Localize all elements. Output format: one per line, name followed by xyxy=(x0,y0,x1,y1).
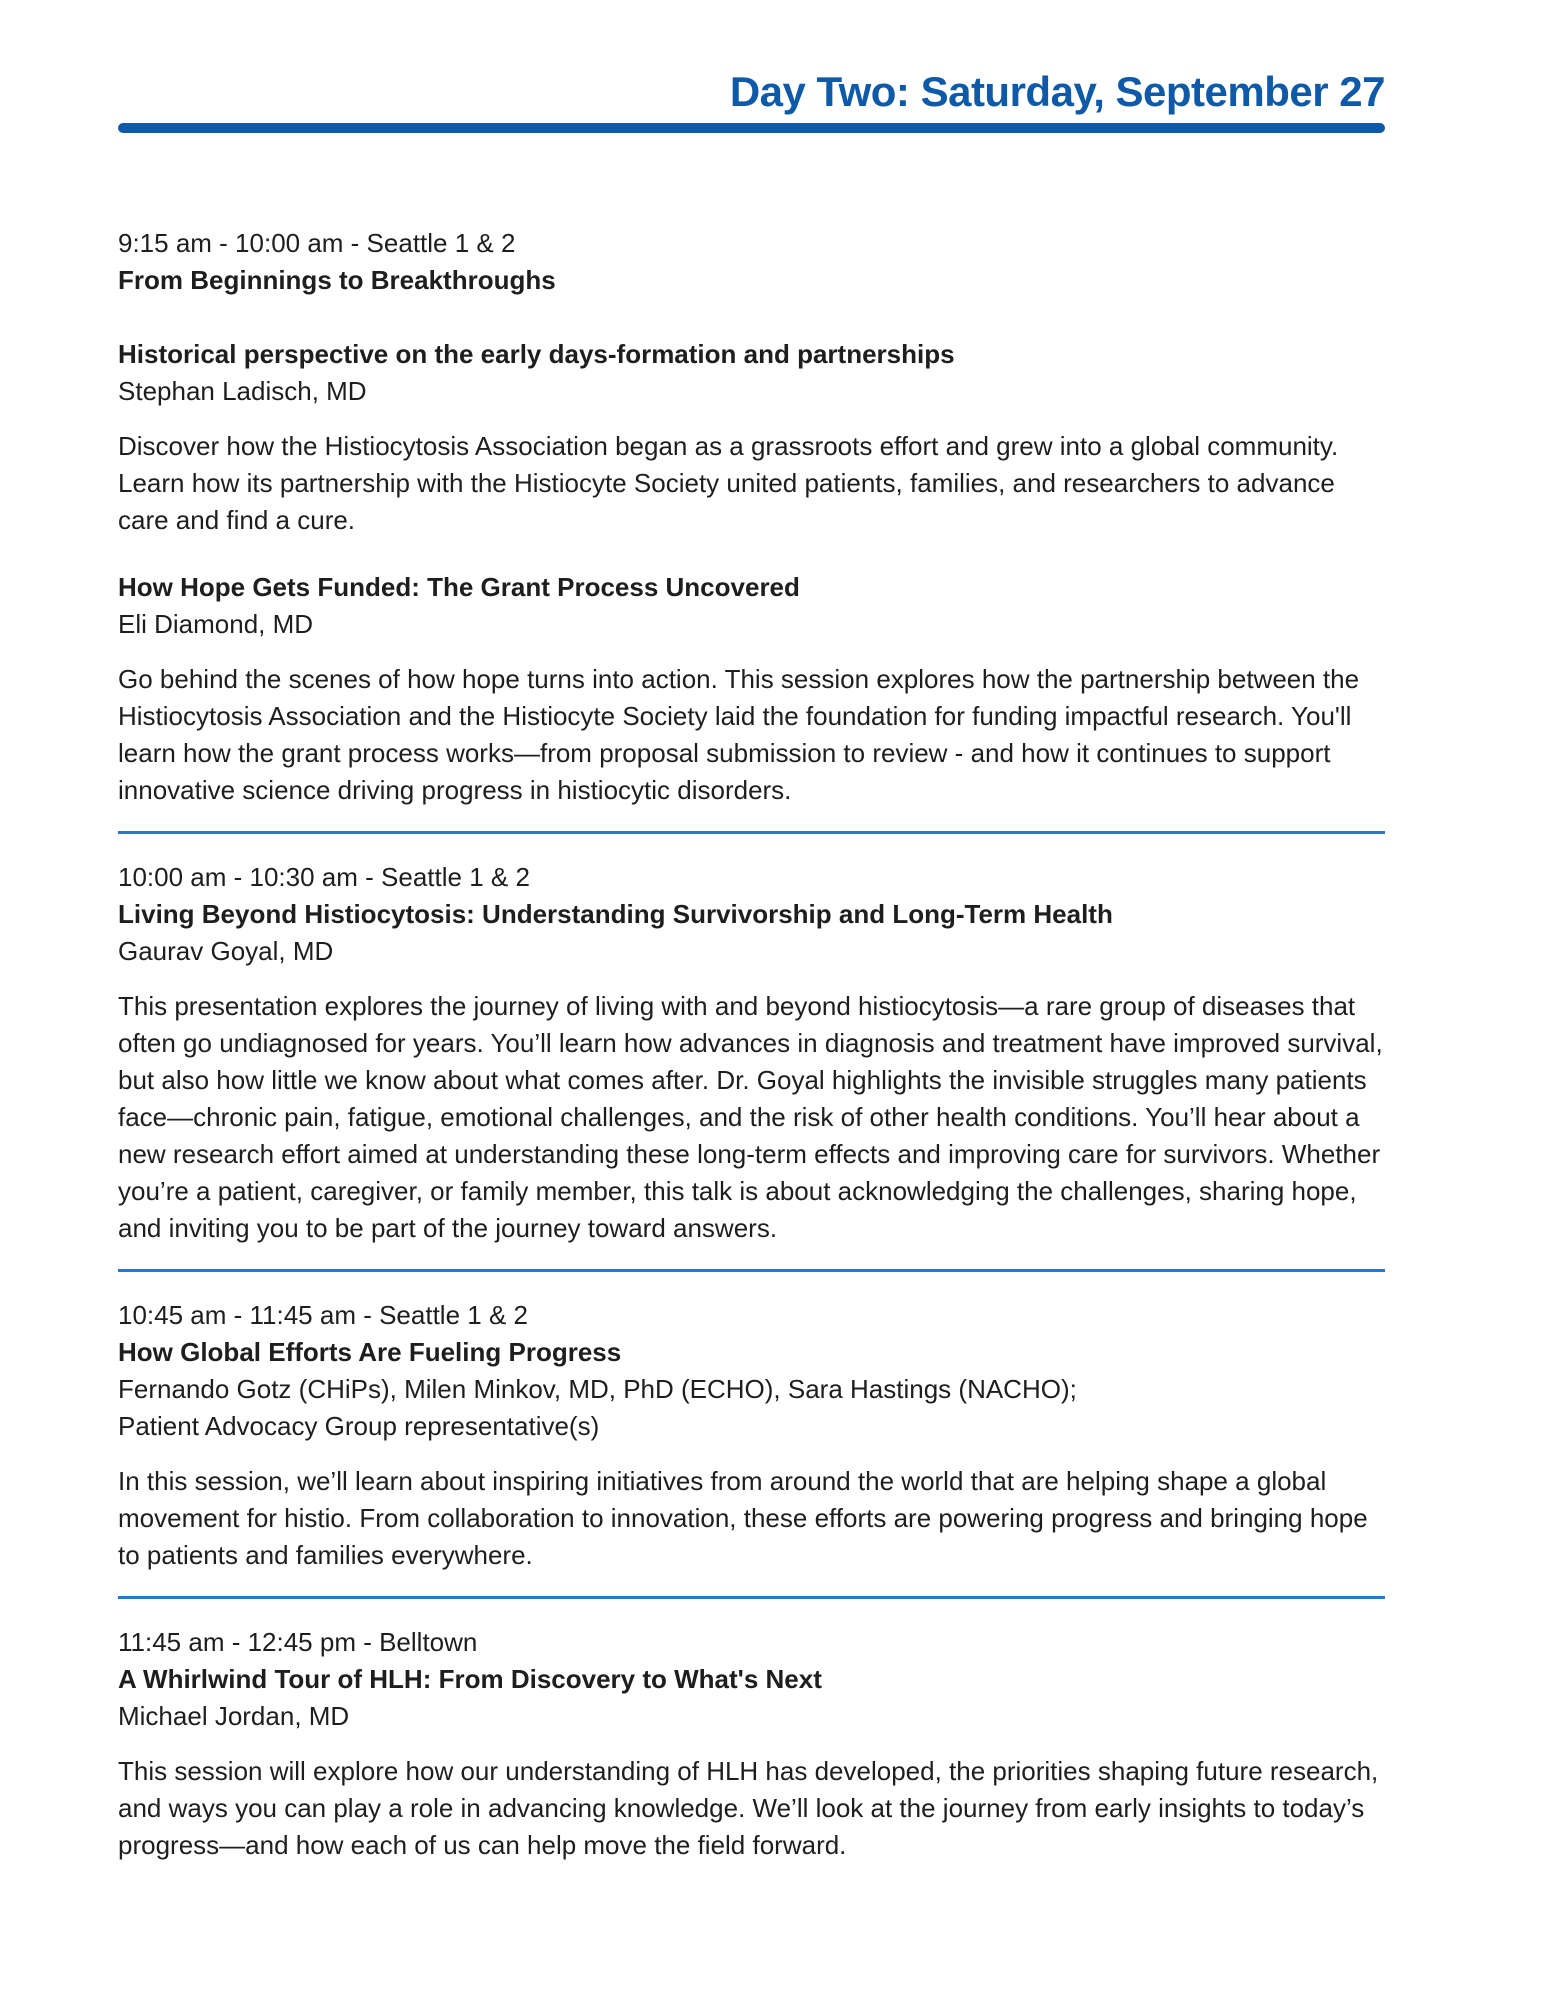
talk-speaker: Fernando Gotz (CHiPs), Milen Minkov, MD, PhD (ECHO), Sara Hastings (NACHO); xyxy=(118,1374,1077,1405)
session-time-location: 11:45 am - 12:45 pm - Belltown xyxy=(118,1627,478,1658)
title-rule xyxy=(118,123,1385,133)
talk-description: Go behind the scenes of how hope turns into action. This session explores how the partnership between the Histiocytosis Association and the Histiocyte Society laid the foundation for funding impactful research. You'll learn how the grant process works—from proposal submission to review - and how it continues to support innovative science driving progress in histiocytic disorders. xyxy=(118,664,1360,806)
talk-title: How Global Efforts Are Fueling Progress xyxy=(118,1337,622,1368)
talk-title: A Whirlwind Tour of HLH: From Discovery to What's Next xyxy=(118,1664,822,1695)
talk-block xyxy=(118,1334,1385,1574)
section-divider xyxy=(118,1596,1385,1599)
talk-speaker: Gaurav Goyal, MD xyxy=(118,936,334,967)
session-block-4 xyxy=(118,1624,1385,1864)
talk-speaker: Patient Advocacy Group representative(s) xyxy=(118,1411,600,1442)
talk-speaker: Stephan Ladisch, MD xyxy=(118,376,367,407)
talk-description: In this session, we’ll learn about inspiring initiatives from around the world that are helping shape a global movement for histio. From collaboration to innovation, these efforts are powering progress and bringing hope to patients and families everywhere. xyxy=(118,1466,1368,1571)
session-time-location: 10:00 am - 10:30 am - Seattle 1 & 2 xyxy=(118,862,530,893)
section-divider xyxy=(118,1269,1385,1272)
session-block-3 xyxy=(118,1297,1385,1574)
program-schedule xyxy=(118,225,1385,1864)
talk-block xyxy=(118,1661,1385,1864)
session-time-location: 10:45 am - 11:45 am - Seattle 1 & 2 xyxy=(118,1300,528,1331)
session-time-location: 9:15 am - 10:00 am - Seattle 1 & 2 xyxy=(118,228,516,259)
talk-description: This presentation explores the journey of living with and beyond histiocytosis—a rare group of diseases that often go undiagnosed for years. You’ll learn how advances in diagnosis and treatment have improved survival, but also how little we know about what comes after. Dr. Goyal highlights the invisible struggles many patients face—chronic pain, fatigue, emotional challenges, and the risk of other health conditions. You’ll hear about a new research effort aimed at understanding these long-term effects and improving care for survivors. Whether you’re a patient, caregiver, or family member, this talk is about acknowledging the challenges, sharing hope, and inviting you to be part of the journey toward answers. xyxy=(118,991,1383,1244)
page-header xyxy=(118,70,1385,133)
talk-title: How Hope Gets Funded: The Grant Process Uncovered xyxy=(118,572,800,603)
talk-block xyxy=(118,896,1385,1247)
talk-description: Discover how the Histiocytosis Association began as a grassroots effort and grew into a global community. Learn how its partnership with the Histiocyte Society united patients, families, and researchers to advance care and find a cure. xyxy=(118,431,1339,536)
talk-speaker: Eli Diamond, MD xyxy=(118,609,314,640)
talk-description: This session will explore how our understanding of HLH has developed, the priorities shaping future research, and ways you can play a role in advancing knowledge. We’ll look at the journey from early insights to today’s progress—and how each of us can help move the field forward. xyxy=(118,1756,1379,1861)
session-block-2 xyxy=(118,859,1385,1247)
talk-speaker: Michael Jordan, MD xyxy=(118,1701,350,1732)
session-block-1 xyxy=(118,225,1385,809)
page-title: Day Two: Saturday, September 27 xyxy=(729,68,1385,115)
talk-block xyxy=(118,336,1385,539)
talk-block xyxy=(118,569,1385,809)
session-title: From Beginnings to Breakthroughs xyxy=(118,265,556,296)
talk-title: Historical perspective on the early days-formation and partnerships xyxy=(118,339,955,370)
talk-title: Living Beyond Histiocytosis: Understanding Survivorship and Long-Term Health xyxy=(118,899,1113,930)
section-divider xyxy=(118,831,1385,834)
